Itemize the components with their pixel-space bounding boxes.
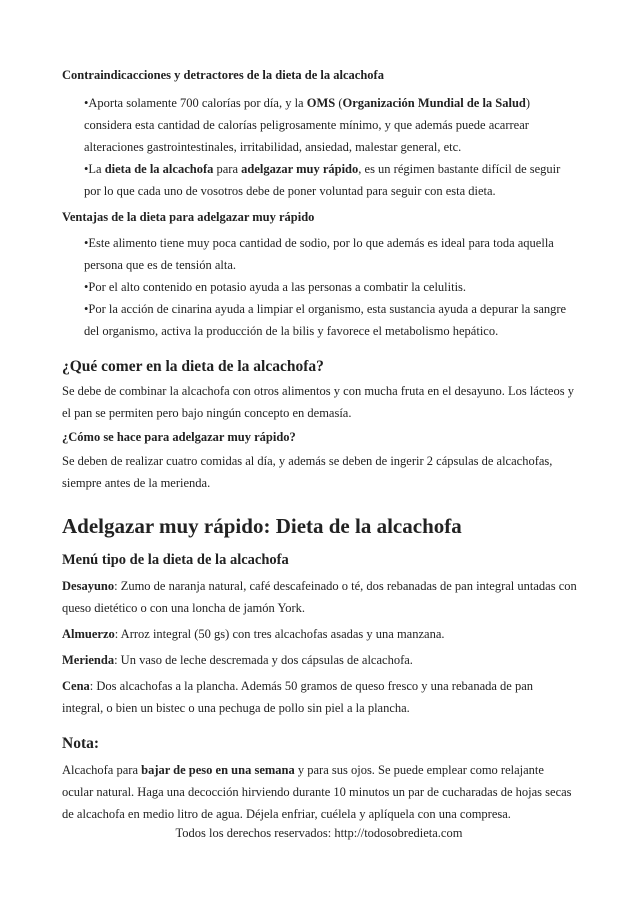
menu-item-almuerzo bbox=[62, 623, 577, 645]
text: Alcachofa para bbox=[62, 763, 142, 777]
text: •Aporta solamente 700 calorías por día, y la bbox=[84, 96, 307, 110]
menu-list bbox=[62, 575, 577, 719]
main-title: Adelgazar muy rápido: Dieta de la alcachofa bbox=[62, 514, 462, 538]
menu-item-cena bbox=[62, 675, 577, 719]
contraindications-list bbox=[84, 92, 577, 202]
list-item bbox=[84, 158, 577, 202]
document-page bbox=[62, 66, 577, 825]
bold-text: OMS bbox=[306, 96, 336, 110]
section-heading-advantages: Ventajas de la dieta para adelgazar muy rápido bbox=[62, 210, 315, 224]
text: y para sus ojos. Se puede emplear como relajante ocular natural. Haga una decocción hirviendo durante 10 minutos un par de cucharadas de hojas secas de alcachofa en medio litro de agua. Déjela enfriar, cuélela y aplíquela con una compresa. bbox=[62, 763, 572, 821]
list-item bbox=[84, 92, 577, 158]
menu-heading: Menú tipo de la dieta de la alcachofa bbox=[62, 552, 289, 568]
meal-label: Merienda bbox=[62, 653, 115, 667]
advantages-list bbox=[84, 232, 577, 342]
footer-copyright: Todos los derechos reservados: http://todosobredieta.com bbox=[175, 826, 463, 840]
list-item: •Por la acción de cinarina ayuda a limpiar el organismo, esta sustancia ayuda a depurar la sangre del organismo, activa la producción de la bilis y favorece el metabolismo hepático. bbox=[84, 302, 567, 338]
paragraph: Se debe de combinar la alcachofa con otros alimentos y con mucha fruta en el desayuno. Los lácteos y el pan se permiten pero bajo ningún concepto en demasía. bbox=[62, 384, 574, 420]
text: , es un régimen bastante difícil de seguir por lo que cada uno de vosotros debe de poner voluntad para seguir con esta dieta. bbox=[84, 162, 561, 198]
section-heading-how-to: ¿Cómo se hace para adelgazar muy rápido? bbox=[62, 430, 296, 444]
text: para bbox=[213, 162, 242, 176]
nota-heading: Nota: bbox=[62, 735, 100, 752]
paragraph: Se deben de realizar cuatro comidas al día, y además se deben de ingerir 2 cápsulas de alcachofas, siempre antes de la merienda. bbox=[62, 454, 553, 490]
menu-item-merienda bbox=[62, 649, 577, 671]
meal-text: : Arroz integral (50 gs) con tres alcachofas asadas y una manzana. bbox=[114, 627, 445, 641]
meal-text: : Dos alcachofas a la plancha. Además 50 gramos de queso fresco y una rebanada de pan integral, o bien un bistec o una pechuga de pollo sin piel a la plancha. bbox=[62, 679, 534, 715]
text: ) considera esta cantidad de calorías peligrosamente mínimo, y que además puede acarrear alteraciones gastrointestinales, irritabilidad, ansiedad, malestar general, etc. bbox=[84, 96, 531, 154]
bold-text: bajar de peso en una semana bbox=[141, 763, 295, 777]
meal-label: Desayuno bbox=[62, 579, 115, 593]
bold-text: dieta de la alcachofa bbox=[104, 162, 214, 176]
meal-text: : Un vaso de leche descremada y dos cápsulas de alcachofa. bbox=[114, 653, 413, 667]
list-item: •Por el alto contenido en potasio ayuda a las personas a combatir la celulitis. bbox=[84, 280, 467, 294]
meal-label: Almuerzo bbox=[62, 627, 115, 641]
bold-text: Organización Mundial de la Salud bbox=[342, 96, 526, 110]
menu-item-desayuno bbox=[62, 575, 577, 619]
meal-label: Cena bbox=[62, 679, 90, 693]
text: •La bbox=[84, 162, 105, 176]
list-item: •Este alimento tiene muy poca cantidad de sodio, por lo que además es ideal para toda aquella persona que es de tensión alta. bbox=[84, 236, 554, 272]
section-heading-what-to-eat: ¿Qué comer en la dieta de la alcachofa? bbox=[62, 358, 324, 375]
text: ( bbox=[335, 96, 343, 110]
meal-text: : Zumo de naranja natural, café descafeinado o té, dos rebanadas de pan integral untadas con queso dietético o con una loncha de jamón York. bbox=[62, 579, 577, 615]
nota-paragraph bbox=[62, 759, 577, 825]
section-heading-contraindications: Contraindicacciones y detractores de la dieta de la alcachofa bbox=[62, 68, 384, 82]
bold-text: adelgazar muy rápido bbox=[241, 162, 359, 176]
